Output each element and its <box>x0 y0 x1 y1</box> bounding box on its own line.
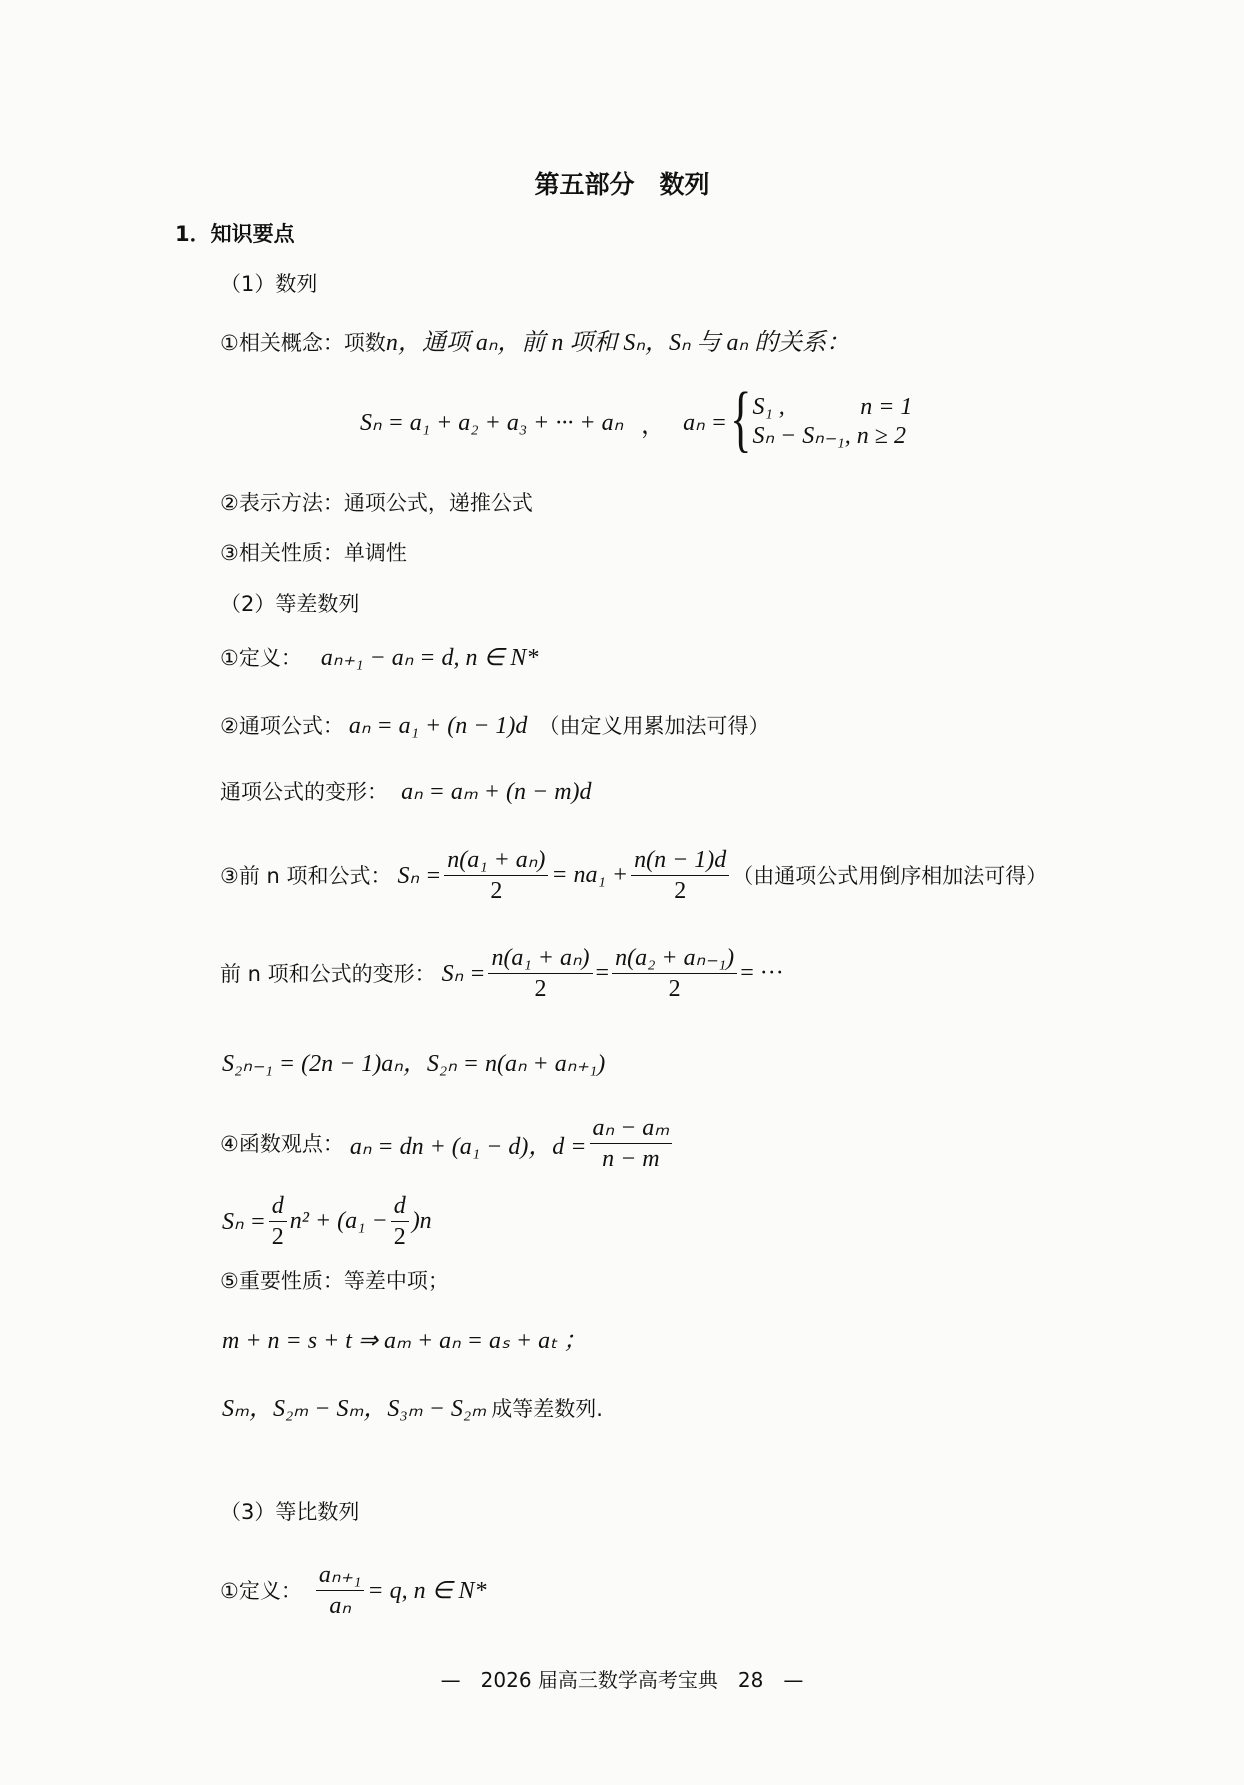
representation-line: ②表示方法：通项公式，递推公式 <box>220 491 533 515</box>
arith-segment-eq: Sₘ，S₂ₘ − Sₘ，S₃ₘ − S₂ₘ <box>222 1396 487 1422</box>
arith-sumvar-fraction-2: $\frac{\text{n(a₂ + aₙ₋₁)}}{2}$ <box>612 943 737 1004</box>
subsection-geometric: （3）等比数列 <box>220 1500 360 1524</box>
arith-function-label: ④函数观点： <box>220 1132 344 1156</box>
arith-sumvar-fraction-1: $\frac{\text{n(a₁ + aₙ)}}{2}$ <box>488 943 592 1004</box>
arith-sum-label: ③前 n 项和公式： <box>220 864 392 888</box>
arith-definition <box>220 642 538 672</box>
concept-text: n，通项 aₙ，前 n 项和 Sₙ，Sₙ 与 aₙ 的关系： <box>385 330 851 356</box>
arith-sumvar-tail: = ··· <box>740 959 784 986</box>
case-one-condition: n = 1 <box>860 394 913 420</box>
concept-line <box>220 322 850 357</box>
geo-definition-label: ①定义： <box>220 1579 302 1603</box>
arith-sum-variant <box>220 938 784 1008</box>
arith-function-eq: aₙ = dn + (a₁ − d)，d = <box>349 1133 587 1160</box>
geo-definition-fraction: $\frac{\text{aₙ₊₁}}{\text{aₙ}}$ <box>316 1560 365 1621</box>
section-heading: 1．知识要点 <box>175 222 295 246</box>
arith-function-view <box>220 1108 675 1178</box>
arith-sn-fraction-1: $\frac{d}{2}$ <box>269 1191 287 1252</box>
arith-sumvar-label: 前 n 项和公式的变形： <box>220 962 436 986</box>
case-one-value: S₁ , <box>752 394 785 420</box>
arith-general-label: ②通项公式： <box>220 714 344 738</box>
case-two: Sₙ − Sₙ₋₁, n ≥ 2 <box>752 423 906 449</box>
piecewise-cases <box>752 394 912 450</box>
arith-variant-label: 通项公式的变形： <box>220 780 388 804</box>
arith-function-fraction: $\frac{\text{aₙ − aₘ}}{n - m}$ <box>590 1113 673 1174</box>
arith-general-term <box>220 710 770 740</box>
arith-sum-mid: = na₁ + <box>551 861 629 888</box>
geo-definition-tail: = q, n ∈ N* <box>367 1577 487 1604</box>
subsection-arithmetic: （2）等差数列 <box>220 592 360 616</box>
page-footer: — 2026 届高三数学高考宝典 28 — <box>440 1668 804 1692</box>
arith-segment-sums <box>222 1388 603 1423</box>
arith-general-note: （由定义用累加法可得） <box>538 714 770 738</box>
arith-general-eq: aₙ = a₁ + (n − 1)d <box>348 713 528 739</box>
arith-sn-tail: )n <box>411 1207 432 1234</box>
arith-sn-lhs: Sₙ = <box>222 1208 266 1235</box>
arith-sumvar-lhs: Sₙ = <box>441 960 486 987</box>
arith-general-variant <box>220 776 592 806</box>
arith-variant-eq: aₙ = aₘ + (n − m)d <box>401 779 592 805</box>
subsection-sequence: （1）数列 <box>220 272 318 296</box>
arith-sum-fraction-2: $\frac{n(n - 1)d}{2}$ <box>631 845 729 906</box>
geo-definition <box>220 1550 487 1630</box>
arith-sum-note: （由通项公式用倒序相加法可得） <box>732 864 1048 888</box>
arith-property-eq: m + n = s + t ⇒ aₘ + aₙ = aₛ + aₜ ； <box>222 1328 588 1354</box>
arith-s2n-formula: S₂ₙ₋₁ = (2n − 1)aₙ，S₂ₙ = n(aₙ + aₙ₊₁) <box>222 1051 606 1077</box>
arith-property-label: ⑤重要性质：等差中项； <box>220 1269 449 1293</box>
arith-sn-fraction-2: $\frac{d}{2}$ <box>391 1191 409 1252</box>
sum-relation-formula <box>360 378 913 462</box>
arith-sumvar-equals: = <box>595 959 610 986</box>
arith-definition-eq: aₙ₊₁ − aₙ = d, n ∈ N* <box>320 645 539 671</box>
arith-sum-lhs: Sₙ = <box>397 862 442 889</box>
sum-definition: Sₙ = a₁ + a₂ + a₃ + ··· + aₙ <box>360 409 624 436</box>
arith-sn-quadratic <box>222 1186 432 1256</box>
piecewise-brace: { <box>730 378 752 460</box>
concept-label: ①相关概念：项数 <box>220 331 386 355</box>
formula-separator: ， <box>641 412 666 439</box>
arith-sum-fraction-1: $\frac{\text{n(a₁ + aₙ)}}{2}$ <box>444 845 548 906</box>
property-line: ③相关性质：单调性 <box>220 541 407 565</box>
arith-segment-tail: 成等差数列. <box>491 1397 603 1421</box>
an-piecewise-lhs: aₙ = <box>683 409 727 436</box>
arith-definition-label: ①定义： <box>220 646 302 670</box>
arith-sn-mid: n² + (a₁ − <box>289 1207 388 1234</box>
page-title: 第五部分 数列 <box>534 170 710 199</box>
arith-sum-formula <box>220 840 1047 910</box>
